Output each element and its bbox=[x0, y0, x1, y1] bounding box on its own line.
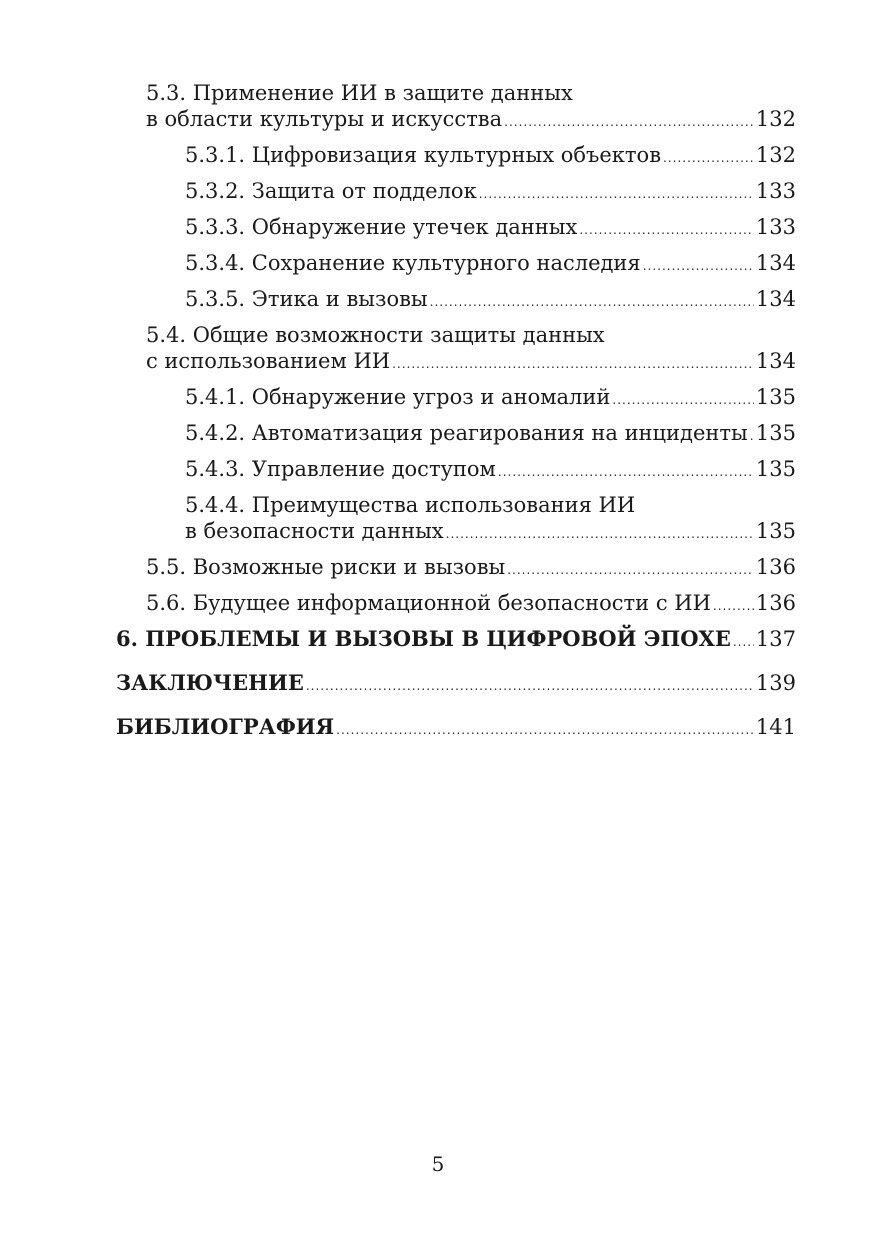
toc-entry-title-continued: в области культуры и искусства bbox=[146, 107, 503, 131]
toc-leader-dots bbox=[750, 423, 754, 449]
toc-entry-title-continued: с использованием ИИ bbox=[146, 349, 391, 373]
toc-page-number: 134 bbox=[755, 287, 796, 311]
toc-entry-5-4[interactable] bbox=[116, 322, 796, 377]
toc-entry-5-6[interactable] bbox=[116, 590, 796, 619]
toc-page-number: 139 bbox=[755, 671, 796, 695]
toc-page-number: 132 bbox=[755, 107, 796, 131]
toc-page-number: 136 bbox=[755, 555, 796, 579]
toc-entry-title: 5.3. Применение ИИ в защите данных bbox=[146, 81, 573, 105]
toc-leader-dots bbox=[306, 673, 754, 699]
toc-entry-title: 5.4.4. Преимущества использования ИИ bbox=[185, 493, 636, 517]
toc-page-number: 141 bbox=[755, 715, 796, 739]
toc-leader-dots bbox=[733, 629, 754, 655]
toc-entry-title: 5.4. Общие возможности защиты данных bbox=[146, 323, 605, 347]
toc-chapter-title: БИБЛИОГРАФИЯ bbox=[116, 714, 335, 739]
toc-entry-5-3-4[interactable] bbox=[116, 250, 796, 279]
toc-entry-5-4-2[interactable] bbox=[116, 420, 796, 449]
toc-leader-dots bbox=[612, 387, 754, 413]
toc-entry-title: 5.6. Будущее информационной безопасности с ИИ bbox=[146, 591, 711, 615]
toc-entry-5-4-4[interactable] bbox=[116, 492, 796, 547]
toc-leader-dots bbox=[479, 181, 754, 207]
toc-entry-title-continued: в безопасности данных bbox=[185, 519, 444, 543]
toc-leader-dots bbox=[446, 521, 754, 547]
toc-leader-dots bbox=[504, 109, 754, 135]
toc-chapter-title: 6. ПРОБЛЕМЫ И ВЫЗОВЫ В ЦИФРОВОЙ ЭПОХЕ bbox=[116, 626, 731, 651]
toc-leader-dots bbox=[579, 217, 754, 243]
toc-entry-conclusion[interactable] bbox=[116, 670, 796, 699]
toc-entry-bibliography[interactable] bbox=[116, 714, 796, 743]
toc-leader-dots bbox=[713, 593, 754, 619]
toc-entry-title: 5.4.1. Обнаружение угроз и аномалий bbox=[185, 385, 611, 409]
toc-entry-title: 5.3.1. Цифровизация культурных объектов bbox=[185, 143, 662, 167]
toc-entry-5-4-1[interactable] bbox=[116, 384, 796, 413]
toc-leader-dots bbox=[663, 145, 754, 171]
toc-page-number: 133 bbox=[755, 179, 796, 203]
toc-leader-dots bbox=[336, 717, 754, 743]
toc-entry-5-3-2[interactable] bbox=[116, 178, 796, 207]
toc-entry-5-3[interactable] bbox=[116, 80, 796, 135]
toc-entry-5-3-1[interactable] bbox=[116, 142, 796, 171]
toc-leader-dots bbox=[507, 557, 754, 583]
toc-page-number: 137 bbox=[755, 627, 796, 651]
toc-chapter-title: ЗАКЛЮЧЕНИЕ bbox=[116, 670, 304, 695]
toc-entry-title: 5.3.5. Этика и вызовы bbox=[185, 287, 428, 311]
toc-entry-title: 5.4.2. Автоматизация реагирования на инциденты bbox=[185, 421, 748, 445]
toc-page-number: 134 bbox=[755, 251, 796, 275]
toc-page-number: 135 bbox=[755, 457, 796, 481]
toc-entry-title: 5.4.3. Управление доступом bbox=[185, 457, 496, 481]
toc-entry-title: 5.3.3. Обнаружение утечек данных bbox=[185, 215, 578, 239]
toc-page-number: 136 bbox=[755, 591, 796, 615]
toc-entry-title: 5.3.4. Сохранение культурного наследия bbox=[185, 251, 641, 275]
toc-leader-dots bbox=[392, 351, 754, 377]
toc-page-number: 135 bbox=[755, 421, 796, 445]
toc-page-number: 133 bbox=[755, 215, 796, 239]
table-of-contents bbox=[116, 80, 796, 758]
page-number: 5 bbox=[431, 1152, 445, 1176]
toc-entry-5-3-5[interactable] bbox=[116, 286, 796, 315]
toc-leader-dots bbox=[498, 459, 754, 485]
toc-leader-dots bbox=[643, 253, 754, 279]
toc-page-number: 134 bbox=[755, 349, 796, 373]
toc-entry-5-3-3[interactable] bbox=[116, 214, 796, 243]
toc-page-number: 135 bbox=[755, 519, 796, 543]
toc-page-number: 132 bbox=[755, 143, 796, 167]
toc-leader-dots bbox=[430, 289, 754, 315]
toc-entry-5-4-3[interactable] bbox=[116, 456, 796, 485]
toc-entry-5-5[interactable] bbox=[116, 554, 796, 583]
toc-entry-title: 5.5. Возможные риски и вызовы bbox=[146, 555, 506, 579]
toc-page-number: 135 bbox=[755, 385, 796, 409]
toc-entry-chapter-6[interactable] bbox=[116, 626, 796, 655]
toc-entry-title: 5.3.2. Защита от подделок bbox=[185, 179, 477, 203]
